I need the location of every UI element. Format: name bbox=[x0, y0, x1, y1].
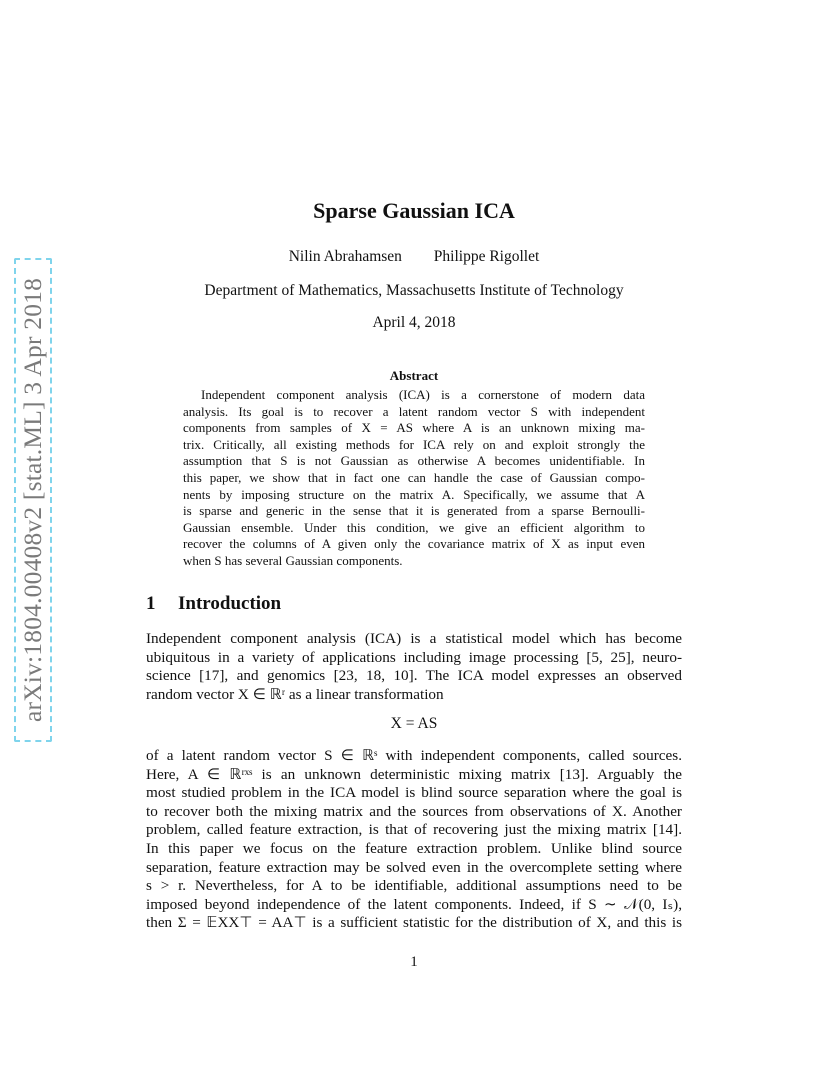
body-line: random vector X ∈ ℝʳ as a linear transformation bbox=[146, 685, 444, 703]
abstract-line: recover the columns of A given only the covariance matrix of X as input even bbox=[183, 536, 645, 552]
body-line: In this paper we focus on the feature extraction problem. Unlike blind source bbox=[146, 839, 682, 857]
abstract-line: components from samples of X = AS where A is an unknown mixing ma- bbox=[183, 420, 645, 436]
body-line: then Σ = 𝔼XX⊤ = AA⊤ is a sufficient statistic for the distribution of X, and this is bbox=[146, 914, 682, 932]
paper-title: Sparse Gaussian ICA bbox=[313, 198, 515, 223]
section-number: 1 bbox=[146, 593, 156, 614]
section-heading bbox=[146, 593, 281, 615]
page-number: 1 bbox=[410, 954, 418, 970]
abstract-body bbox=[183, 387, 645, 570]
paper-date: April 4, 2018 bbox=[372, 314, 456, 331]
author-list bbox=[0, 248, 828, 266]
display-equation: X = AS bbox=[390, 715, 438, 732]
body-line: Here, A ∈ ℝʳˣˢ is an unknown deterministic mixing matrix [13]. Arguably the bbox=[146, 765, 682, 783]
body-line: of a latent random vector S ∈ ℝˢ with independent components, called sources. bbox=[146, 747, 682, 764]
abstract-line: when S has several Gaussian components. bbox=[183, 552, 403, 568]
abstract-line: trix. Critically, all existing methods for ICA rely on and exploit strongly the bbox=[183, 436, 645, 452]
body-line: most studied problem in the ICA model is blind source separation where the goal is bbox=[146, 784, 682, 802]
body-line: science [17], and genomics [23, 18, 10]. The ICA model expresses an observed bbox=[146, 667, 682, 685]
abstract-line: this paper, we show that in fact one can handle the case of Gaussian compo- bbox=[183, 469, 645, 485]
author-name: Nilin Abrahamsen bbox=[288, 248, 402, 265]
abstract-line: Independent component analysis (ICA) is a cornerstone of modern data bbox=[201, 387, 645, 402]
intro-paragraph-1 bbox=[146, 630, 682, 704]
abstract-line: nents by imposing structure on the matrix A. Specifically, we assume that A bbox=[183, 486, 645, 502]
abstract-line: analysis. Its goal is to recover a latent random vector S with independent bbox=[183, 403, 645, 419]
arxiv-id-label: arXiv:1804.00408v2 [stat.ML] 3 Apr 2018 bbox=[18, 277, 47, 723]
body-line: Independent component analysis (ICA) is a statistical model which has become bbox=[146, 630, 682, 647]
affiliation: Department of Mathematics, Massachusetts Institute of Technology bbox=[204, 282, 624, 299]
author-name: Philippe Rigollet bbox=[433, 248, 540, 265]
abstract-line: Gaussian ensemble. Under this condition, we give an efficient algorithm to bbox=[183, 519, 645, 535]
abstract-line: is sparse and generic in the sense that it is generated from a sparse Bernoulli- bbox=[183, 503, 645, 519]
body-line: s > r. Nevertheless, for A to be identifiable, additional assumptions need to be bbox=[146, 877, 682, 895]
body-line: to recover both the mixing matrix and the sources from observations of X. Another bbox=[146, 802, 682, 820]
body-line: problem, called feature extraction, is that of recovering just the mixing matrix [14]. bbox=[146, 821, 682, 839]
abstract-heading: Abstract bbox=[389, 368, 439, 383]
body-line: imposed beyond independence of the latent components. Indeed, if S ∼ 𝒩(0, Iₛ), bbox=[146, 895, 682, 913]
section-title: Introduction bbox=[178, 593, 282, 614]
body-line: separation, feature extraction may be solved even in the overcomplete setting where bbox=[146, 858, 682, 876]
body-line: ubiquitous in a variety of applications including image processing [5, 25], neuro- bbox=[146, 648, 682, 666]
intro-paragraph-2 bbox=[146, 747, 682, 933]
abstract-line: assumption that S is not Gaussian as otherwise A becomes unidentifiable. In bbox=[183, 453, 645, 469]
